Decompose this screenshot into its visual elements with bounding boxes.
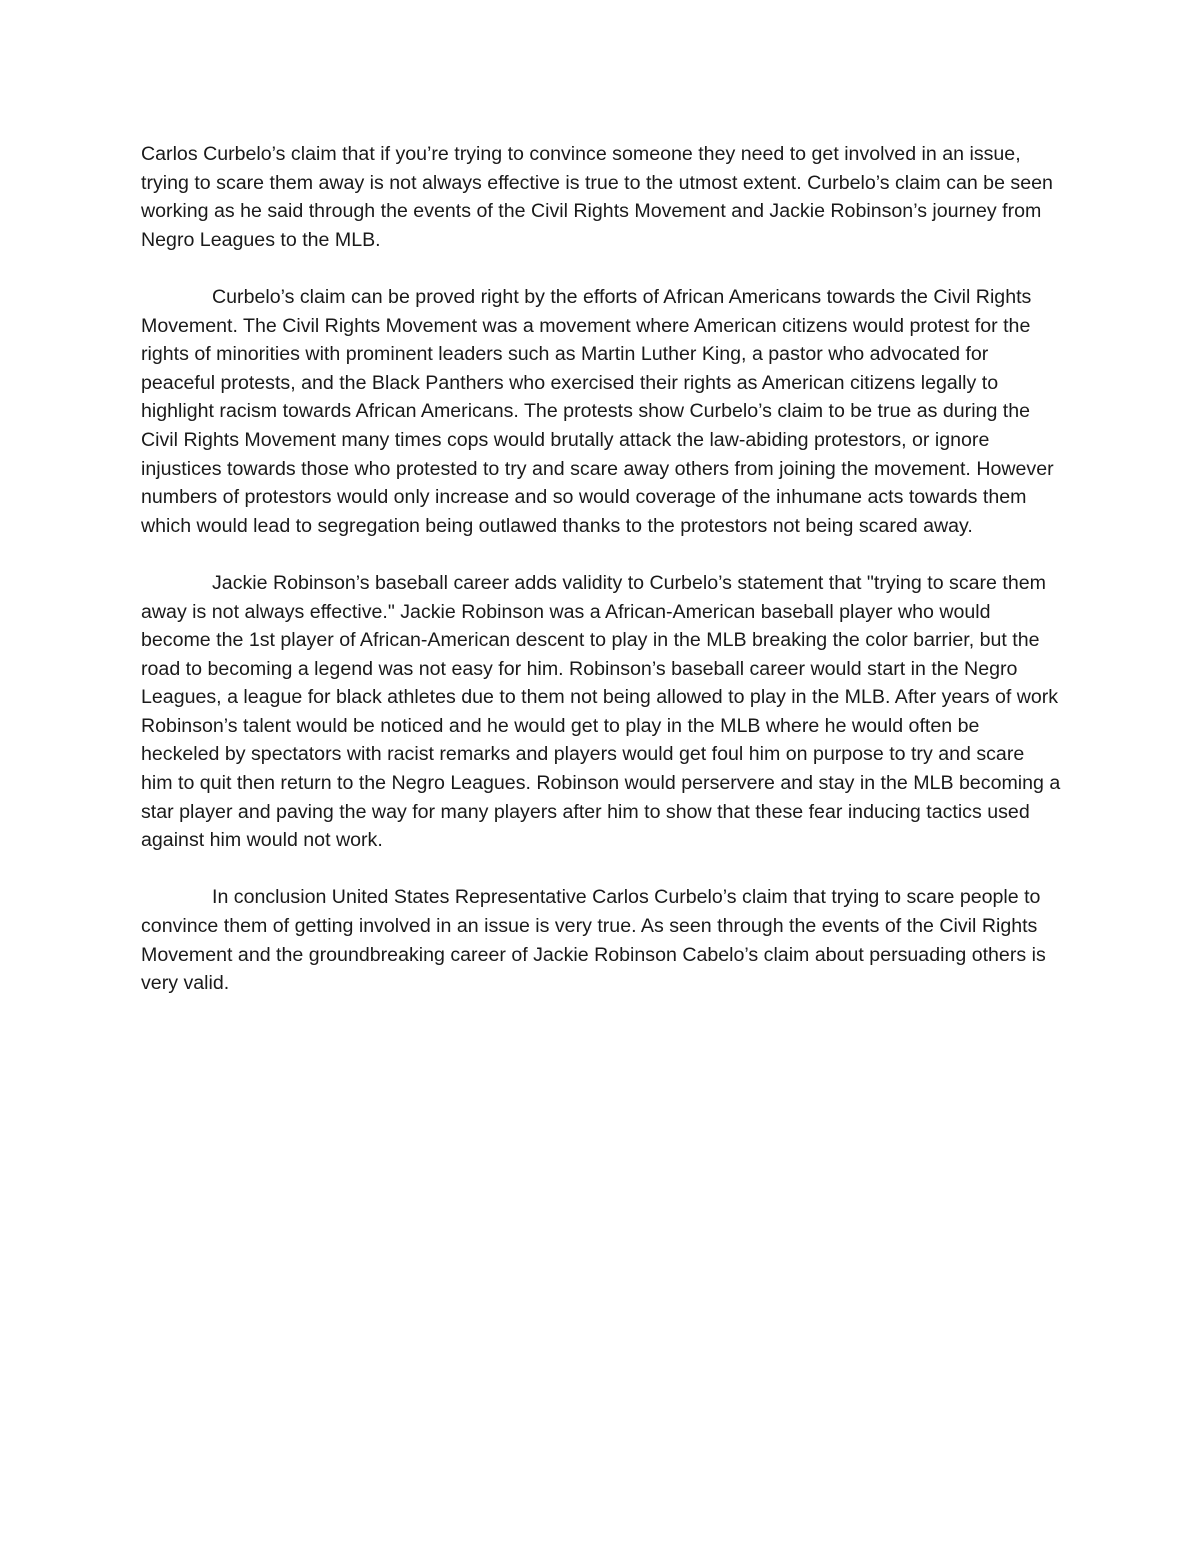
- paragraph-jackie-robinson: Jackie Robinson’s baseball career adds validity to Curbelo’s statement that "trying to scare them away is not always effective." Jackie Robinson was a African-American baseball player who would become the 1st player of African-American descent to play in the MLB breaking the color barrier, but the road to becoming a legend was not easy for him. Robinson’s baseball career would start in the Negro Leagues, a league for black athletes due to them not being allowed to play in the MLB. After years of work Robinson’s talent would be noticed and he would get to play in the MLB where he would often be heckeled by spectators with racist remarks and players would get foul him on purpose to try and scare him to quit then return to the Negro Leagues. Robinson would perservere and stay in the MLB becoming a star player and paving the way for many players after him to show that these fear inducing tactics used against him would not work.: [141, 571, 1061, 852]
- paragraph-conclusion: In conclusion United States Representative Carlos Curbelo’s claim that trying to scare people to convince them of getting involved in an issue is very true. As seen through the events of the Civil Rights Movement and the groundbreaking career of Jackie Robinson Cabelo’s claim about persuading others is very valid.: [141, 886, 1046, 995]
- paragraph-civil-rights: Curbelo’s claim can be proved right by the efforts of African Americans towards the Civil Rights Movement. The Civil Rights Movement was a movement where American citizens would protest for the rights of minorities with prominent leaders such as Martin Luther King, a pastor who advocated for peaceful protests, and the Black Panthers who exercised their rights as American citizens legally to highlight racism towards African Americans. The protests show Curbelo’s claim to be true as during the Civil Rights Movement many times cops would brutally attack the law-abiding protestors, or ignore injustices towards those who protested to try and scare away others from joining the movement. However numbers of protestors would only increase and so would coverage of the inhumane acts towards them which would lead to segregation being outlawed thanks to the protestors not being scared away.: [141, 285, 1054, 537]
- paragraph-intro: Carlos Curbelo’s claim that if you’re trying to convince someone they need to get involved in an issue, trying to scare them away is not always effective is true to the utmost extent. Curbelo’s claim can be seen working as he said through the events of the Civil Rights Movement and Jackie Robinson’s journey from Negro Leagues to the MLB.: [141, 143, 1053, 251]
- document-body: [141, 140, 1061, 1026]
